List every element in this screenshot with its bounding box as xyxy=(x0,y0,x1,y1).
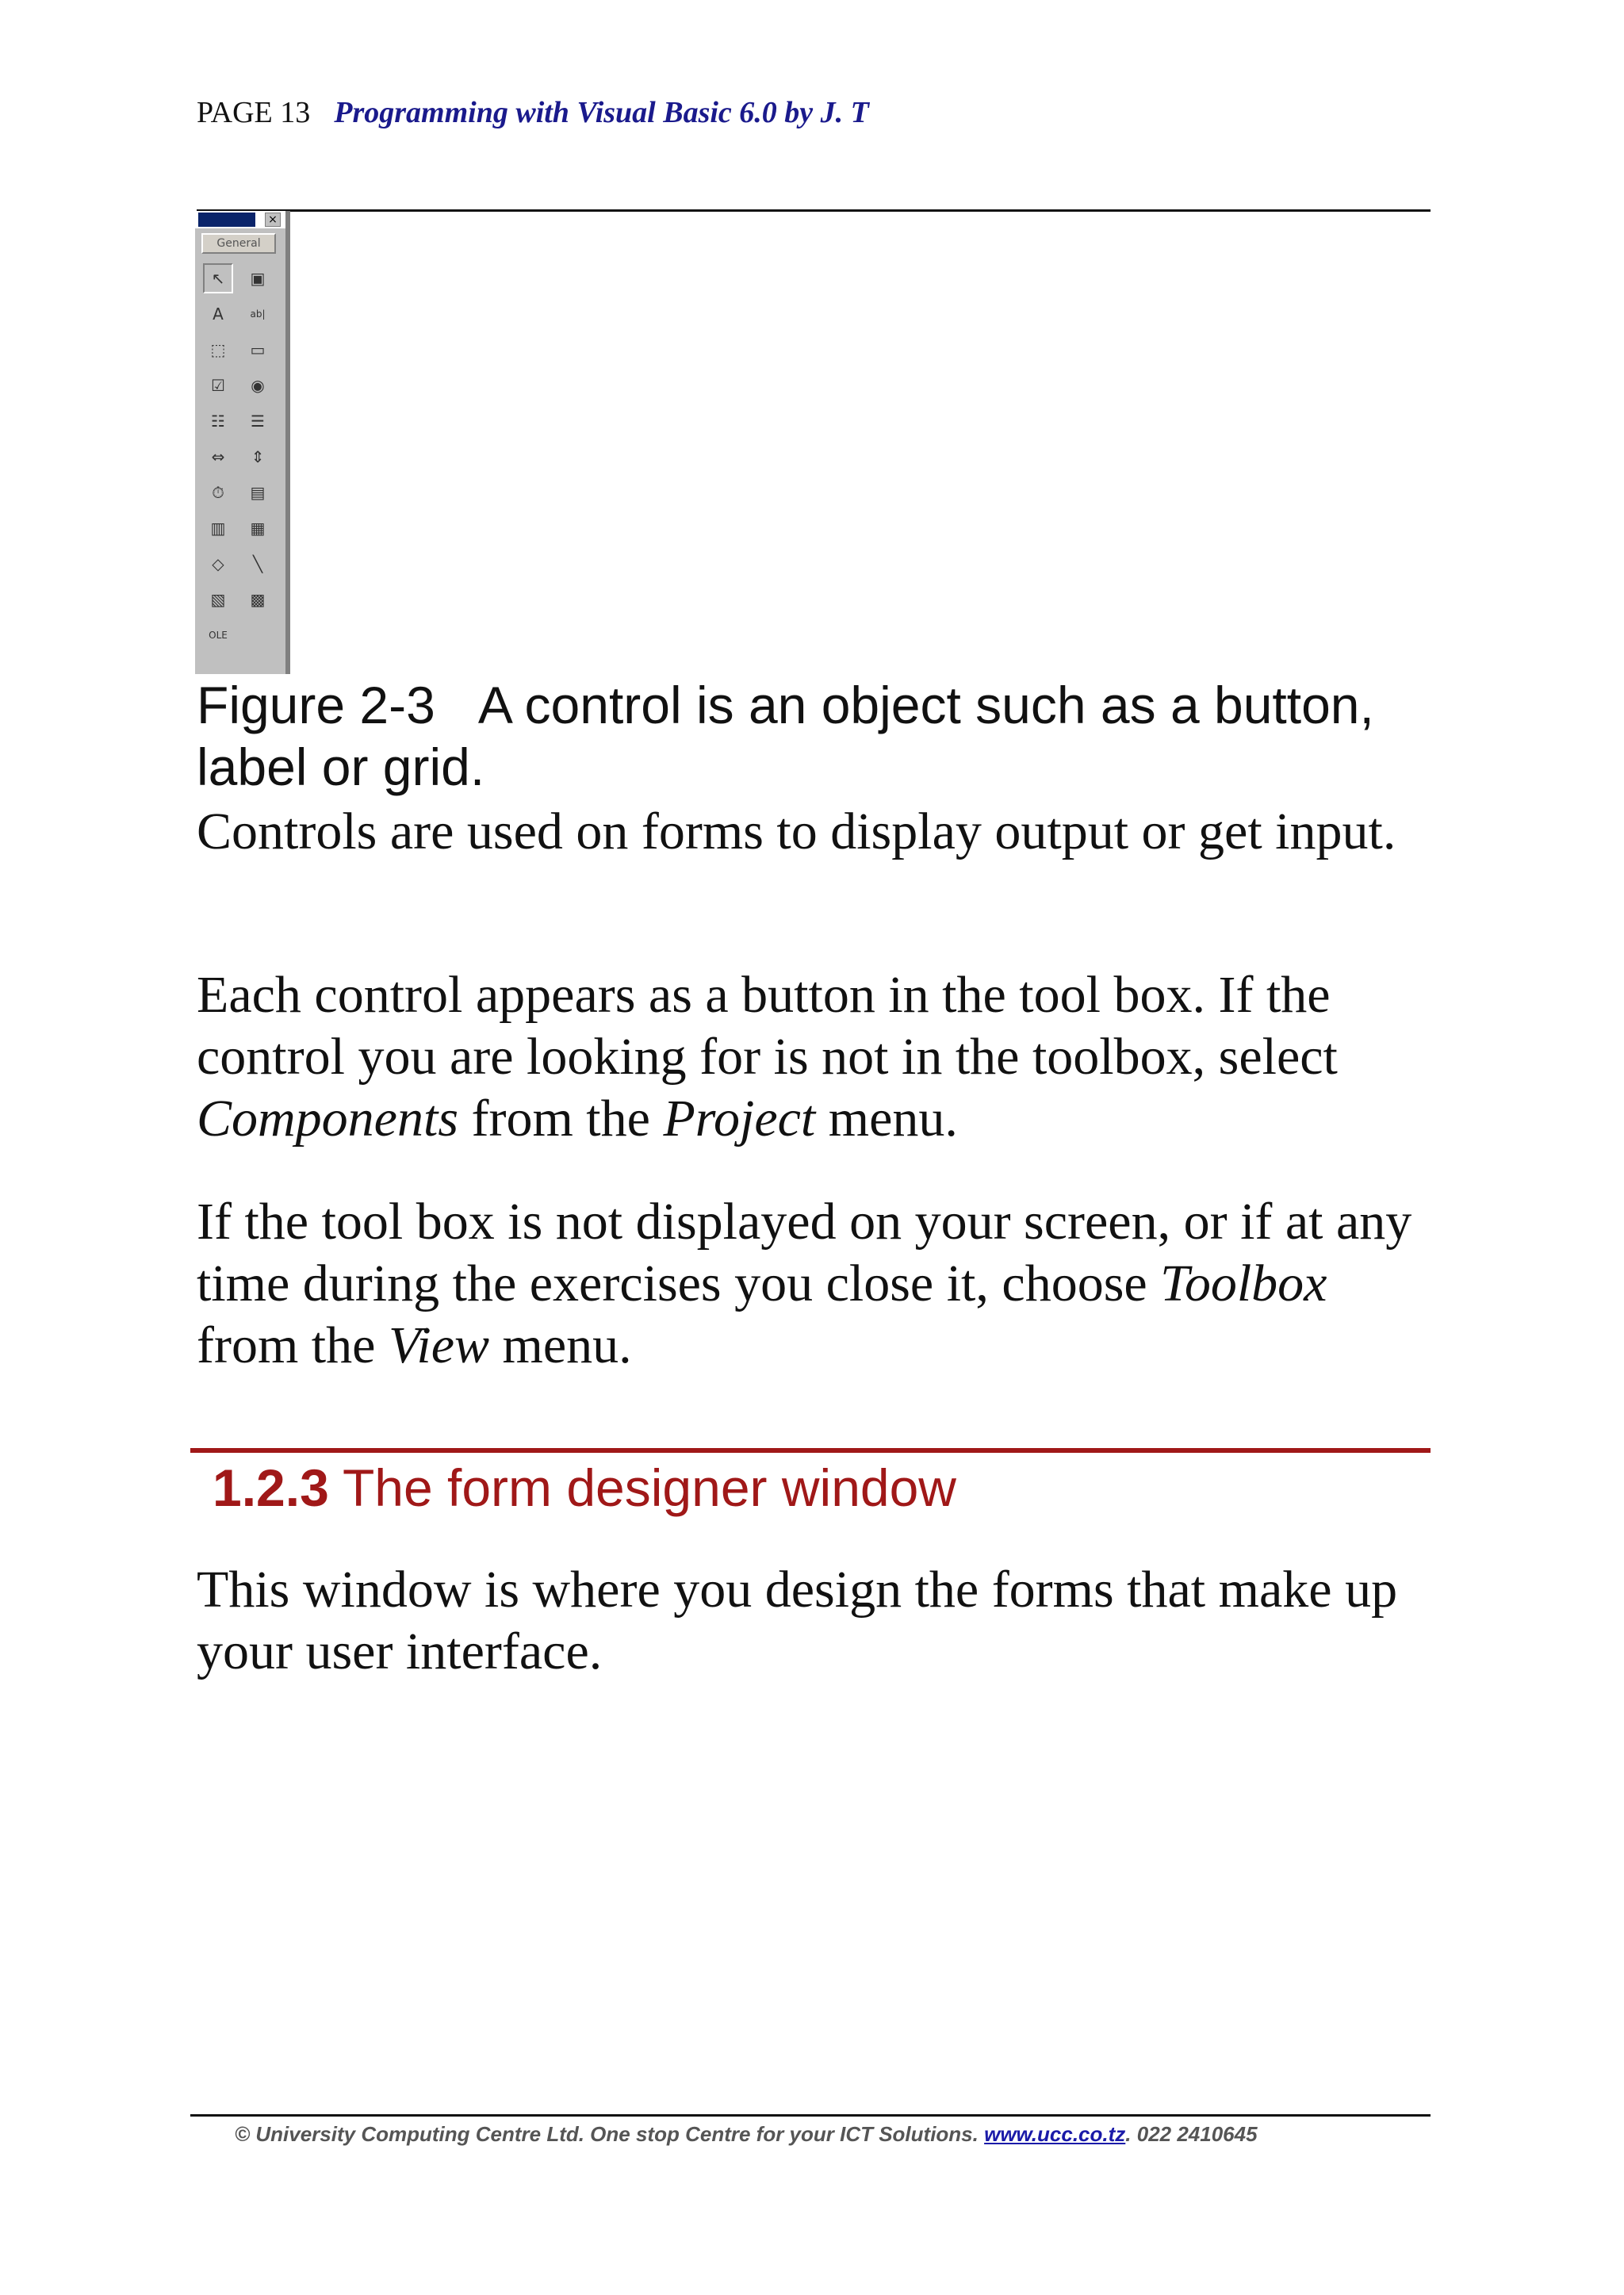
section-rule xyxy=(190,1448,1431,1453)
optionbutton-icon[interactable]: ◉ xyxy=(251,376,265,395)
section-number: 1.2.3 xyxy=(213,1458,329,1517)
shape-icon[interactable]: ◇ xyxy=(212,554,224,573)
toolbox-grid xyxy=(203,263,279,656)
footer-rule xyxy=(190,2114,1431,2117)
paragraph-text: from the xyxy=(458,1090,664,1148)
footer-copyright: © University Computing Centre Ltd. One stop Centre for your ICT Solutions. xyxy=(235,2122,985,2146)
label-icon[interactable]: A xyxy=(213,305,224,324)
paragraph-controls-usage: Controls are used on forms to display output or get input. xyxy=(197,803,1396,860)
book-title: Programming with Visual Basic 6.0 by J. T xyxy=(334,96,869,129)
vscrollbar-icon[interactable]: ⇕ xyxy=(251,447,265,466)
checkbox-icon[interactable]: ☑ xyxy=(211,376,225,395)
ole-icon[interactable]: OLE xyxy=(209,630,228,641)
timer-icon[interactable]: ⏱ xyxy=(212,483,224,502)
paragraph-toolbox-display xyxy=(197,1191,1434,1377)
figure-caption-text: A control is an object such as a button, label or grid. xyxy=(197,676,1374,796)
commandbutton-icon[interactable]: ▭ xyxy=(250,340,266,359)
figure-number: Figure 2-3 xyxy=(197,676,435,734)
project-menu-term: Project xyxy=(663,1090,816,1148)
paragraph-text: from the xyxy=(197,1316,389,1374)
picturebox-icon[interactable]: ▣ xyxy=(250,269,266,288)
section-heading xyxy=(213,1456,956,1519)
toolbox-titlebar-fill xyxy=(198,213,255,227)
hscrollbar-icon[interactable]: ⇔ xyxy=(211,447,225,466)
close-icon[interactable]: × xyxy=(265,213,281,227)
combobox-icon[interactable]: ☷ xyxy=(211,412,225,431)
dirlistbox-icon[interactable]: ▥ xyxy=(210,519,226,538)
toolbox-menu-term: Toolbox xyxy=(1160,1255,1327,1312)
line-icon[interactable]: ╲ xyxy=(252,554,263,573)
filelistbox-icon[interactable]: ▦ xyxy=(250,519,266,538)
footer-website-link[interactable]: www.ucc.co.tz xyxy=(984,2122,1126,2146)
components-menu-term: Components xyxy=(197,1090,458,1148)
pointer-icon[interactable]: ↖ xyxy=(203,263,233,293)
page-header xyxy=(197,95,869,130)
page-number: PAGE 13 xyxy=(197,96,311,129)
page-footer xyxy=(235,2122,1424,2147)
data-icon[interactable]: ▩ xyxy=(250,590,266,609)
footer-phone: . 022 2410645 xyxy=(1125,2122,1258,2146)
toolbox-general-tab[interactable]: General xyxy=(201,233,276,254)
image-icon[interactable]: ▧ xyxy=(210,590,226,609)
figure-caption xyxy=(197,674,1434,798)
toolbox-titlebar xyxy=(195,211,285,228)
toolbox-figure xyxy=(195,211,290,674)
section-title: The form designer window xyxy=(342,1458,956,1517)
paragraph-text: menu. xyxy=(489,1316,632,1374)
paragraph-text: menu. xyxy=(815,1090,958,1148)
paragraph-text: Each control appears as a button in the tool box. If the control you are looking for is not in the toolbox, select xyxy=(197,966,1338,1086)
textbox-icon[interactable]: ab| xyxy=(250,308,266,320)
listbox-icon[interactable]: ☰ xyxy=(251,412,265,431)
paragraph-toolbox-buttons xyxy=(197,964,1434,1150)
frame-icon[interactable]: ⬚ xyxy=(210,340,226,359)
header-rule xyxy=(197,209,1431,212)
paragraph-text: If the tool box is not displayed on your screen, or if at any time during the exercises you close it, choose xyxy=(197,1193,1412,1312)
view-menu-term: View xyxy=(388,1316,490,1374)
drivelistbox-icon[interactable]: ▤ xyxy=(250,483,266,502)
paragraph-form-designer: This window is where you design the forms that make up your user interface. xyxy=(197,1561,1398,1680)
